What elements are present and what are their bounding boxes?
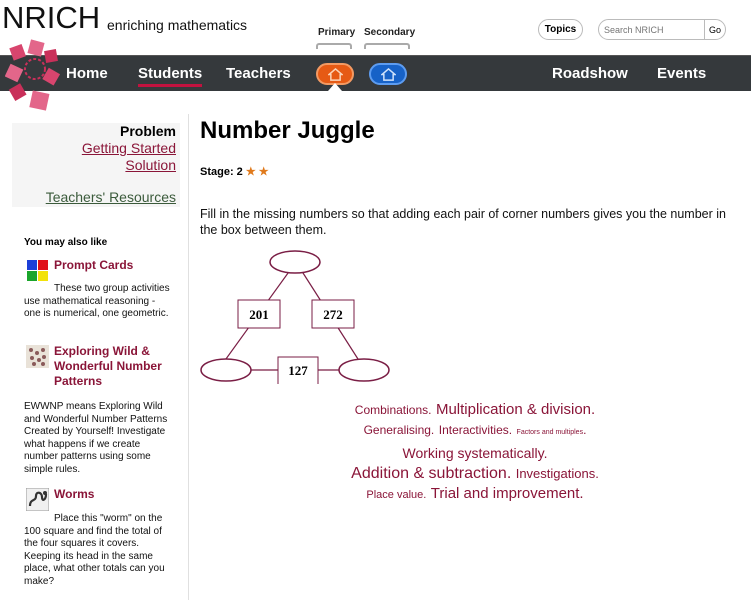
secondary-home-button[interactable]: [369, 63, 407, 85]
topic-tag-cloud: [330, 400, 620, 505]
tag-factors-dot: .: [583, 423, 587, 437]
tag-trial[interactable]: Trial and improvement.: [430, 485, 584, 502]
bottom-box-value: 127: [288, 363, 308, 378]
nav-events[interactable]: Events: [657, 65, 707, 82]
problem-intro: Fill in the missing numbers so that adding each pair of corner numbers gives you the number in the box between them.: [200, 207, 726, 237]
stage-text: Stage: 2: [200, 166, 243, 178]
left-box-value: 201: [249, 307, 269, 322]
number-pattern-icon[interactable]: [26, 345, 49, 368]
teachers-resources-link[interactable]: Teachers' Resources: [45, 189, 176, 205]
tag-interactivities[interactable]: Interactivities.: [438, 423, 513, 437]
getting-started-link[interactable]: Getting Started: [81, 140, 176, 156]
topics-button[interactable]: Topics: [538, 19, 583, 40]
tag-investigations[interactable]: Investigations.: [515, 466, 599, 481]
primary-link[interactable]: Primary: [318, 27, 356, 38]
related-desc-prompt-cards: These two group activities use mathematical reasoning - one is numerical, one geometric.: [24, 283, 170, 319]
search-go-button[interactable]: Go: [704, 20, 725, 39]
also-like-heading: You may also like: [24, 237, 108, 248]
related-title-ewwnp[interactable]: [54, 344, 162, 389]
search-input[interactable]: [604, 22, 704, 38]
secondary-link[interactable]: Secondary: [364, 27, 416, 38]
secondary-bracket: [364, 43, 410, 49]
logo-tagline: enriching mathematics: [107, 17, 248, 33]
search-box: [598, 19, 726, 40]
solution-link[interactable]: Solution: [125, 157, 176, 173]
primary-home-button[interactable]: [316, 63, 354, 85]
nav-caret-indicator: [328, 83, 342, 91]
tag-generalising[interactable]: Generalising.: [363, 423, 435, 437]
tag-multiplication[interactable]: Multiplication & division.: [435, 401, 596, 418]
tag-combinations[interactable]: Combinations.: [354, 403, 432, 417]
related-title-worms[interactable]: Worms: [54, 487, 95, 501]
number-juggle-diagram: [200, 248, 392, 384]
right-corner-oval: [339, 359, 389, 381]
top-corner-oval: [270, 251, 320, 273]
related-title-line: Exploring Wild &: [54, 344, 150, 358]
nav-home[interactable]: Home: [66, 65, 108, 82]
problem-nav-box: [12, 123, 180, 207]
related-title-line: Wonderful Number: [54, 359, 162, 373]
left-corner-oval: [201, 359, 251, 381]
nav-teachers[interactable]: Teachers: [226, 65, 291, 82]
related-desc-worms: Place this "worm" on the 100 square and find the total of the four squares it covers. Keeping its head in the same place, what other totals can you make?: [24, 513, 165, 587]
colored-squares-icon[interactable]: [26, 259, 49, 282]
nav-students[interactable]: Students: [138, 65, 202, 87]
worm-icon[interactable]: [26, 488, 49, 511]
home-icon: [381, 68, 396, 81]
right-box-value: 272: [323, 307, 343, 322]
column-divider: [188, 114, 189, 600]
related-title-line: Patterns: [54, 374, 103, 388]
page-title: Number Juggle: [200, 117, 375, 144]
stage-label: [200, 165, 269, 178]
home-icon: [328, 68, 343, 81]
tag-working[interactable]: Working systematically.: [402, 445, 548, 461]
nrich-logo-icon[interactable]: [5, 38, 61, 112]
tag-addition[interactable]: Addition & subtraction.: [351, 465, 512, 482]
star-rating: ★ ★: [245, 166, 269, 178]
logo-text[interactable]: NRICH: [2, 0, 101, 35]
related-title-prompt-cards[interactable]: Prompt Cards: [54, 258, 134, 272]
main-navbar: [0, 55, 751, 91]
tag-place-value[interactable]: Place value.: [366, 489, 427, 501]
related-desc-ewwnp: EWWNP means Exploring Wild and Wonderful Number Patterns Created by Yourself! Investigate what happens if we create number patterns using some simple rules.: [24, 401, 168, 475]
problem-heading: Problem: [119, 123, 176, 139]
nav-roadshow[interactable]: Roadshow: [552, 65, 628, 82]
tag-factors[interactable]: Factors and multiples: [516, 429, 584, 436]
primary-bracket: [316, 43, 352, 49]
